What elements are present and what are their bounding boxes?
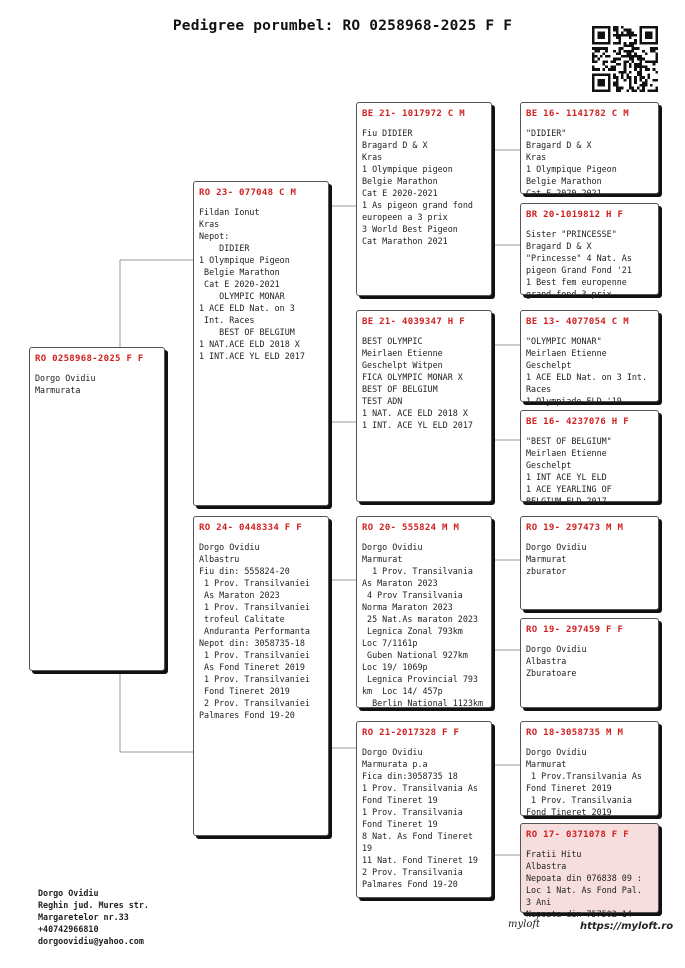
card-details	[526, 746, 655, 817]
detail-line: 4 Prov Transilvania	[362, 590, 463, 600]
detail-line: 3 Ani	[526, 897, 552, 907]
card-details	[199, 206, 325, 503]
detail-line: Dorgo Ovidiu	[526, 542, 587, 552]
detail-line: Fiu din: 555824-20	[199, 566, 290, 576]
card-details	[362, 335, 488, 499]
detail-line: Marmurat	[362, 554, 403, 564]
detail-line: OLYMPIC MONAR	[199, 291, 285, 301]
detail-line: Legnica Provincial 793	[362, 674, 478, 684]
detail-line: Palmares Fond 19-20	[199, 710, 295, 720]
detail-line: dorgoovidiu@yahoo.com	[38, 936, 144, 946]
sss-card[interactable]	[520, 102, 659, 198]
ring-number: RO 0258968-2025 F F	[35, 354, 144, 364]
detail-line: Fond Tineret 2019	[199, 686, 290, 696]
card-details	[362, 541, 488, 708]
card-details	[362, 127, 488, 293]
detail-line: BEST OLYMPIC	[362, 336, 423, 346]
brand-url-link[interactable]: https://myloft.ro	[580, 921, 674, 932]
myloft-logo: myloft	[508, 919, 541, 930]
detail-line: As Maraton 2023	[199, 590, 280, 600]
detail-line: BELGIUM ELD 2017	[526, 496, 607, 506]
detail-line: Margaretelor nr.33	[38, 912, 129, 922]
detail-line: 1 Prov. Transilvaniei	[199, 602, 310, 612]
detail-line: Dorgo Ovidiu	[526, 644, 587, 654]
detail-line: Kras	[362, 152, 383, 162]
detail-line: 1 Prov. Transilvania	[362, 807, 463, 817]
detail-line: Fond Tineret 2019	[526, 783, 612, 793]
detail-line: Albastru	[199, 554, 240, 564]
dsd-card[interactable]	[520, 618, 659, 708]
detail-line: pigeon Grand Fond '21	[526, 265, 632, 275]
card-details	[362, 746, 488, 895]
dam-sire-card[interactable]	[356, 516, 492, 708]
detail-line: Norma Maraton 2023	[362, 602, 453, 612]
ring-number: BE 16- 4237076 H F	[526, 417, 629, 427]
detail-line: Loc 7/1161p	[362, 638, 418, 648]
detail-line: Dorgo Ovidiu	[38, 888, 99, 898]
sire-sire-card[interactable]	[356, 102, 492, 296]
page-title: Pedigree porumbel: RO 0258968-2025 F F	[172, 18, 513, 34]
detail-line: Dorgo Ovidiu	[526, 747, 587, 757]
detail-line: +40742966810	[38, 924, 99, 934]
ring-number: BE 16- 1141782 C M	[526, 109, 629, 119]
detail-line: 1 NAT.ACE ELD 2018 X	[199, 339, 300, 349]
detail-line: Guben National 927km	[362, 650, 468, 660]
detail-line: TEST ADN	[362, 396, 403, 406]
card-details	[526, 435, 655, 506]
detail-line: 1 Best fem europenne	[526, 277, 627, 287]
detail-line: 1 ACE ELD Nat. on 3	[199, 303, 295, 313]
ring-number: BE 21- 4039347 H F	[362, 317, 465, 327]
detail-line: 1 Prov.Transilvania As	[526, 771, 642, 781]
detail-line: Kras	[199, 219, 220, 229]
owner-info	[38, 887, 149, 947]
detail-line: Cat E 2020-2021	[199, 279, 280, 289]
ring-number: RO 19- 297459 F F	[526, 625, 624, 635]
detail-line: DIDIER	[199, 243, 250, 253]
detail-line: Belgie Marathon	[199, 267, 280, 277]
detail-line: Geschelpt Witpen	[362, 360, 443, 370]
detail-line: 2 Prov. Transilvaniei	[199, 698, 310, 708]
detail-line: Cat E 2020-2021	[526, 188, 602, 198]
card-details	[526, 228, 655, 299]
detail-line: Nepoata din 076838 09 :	[526, 873, 642, 883]
detail-line: Belgie Marathon	[362, 176, 438, 186]
detail-line: Fildan Ionut	[199, 207, 260, 217]
ddd-card[interactable]	[520, 823, 659, 919]
ring-number: BE 13- 4077054 C M	[526, 317, 629, 327]
detail-line: grand fond 3 prix	[526, 289, 612, 299]
detail-line: "DIDIER"	[526, 128, 567, 138]
detail-line: Marmurata	[35, 385, 81, 395]
detail-line: 3 World Best Pigeon	[362, 224, 458, 234]
ring-number: RO 17- 0371078 F F	[526, 830, 629, 840]
detail-line: Albastra	[526, 861, 567, 871]
detail-line: 1 Prov. Transilvania	[362, 566, 473, 576]
detail-line: Fond Tineret 2019	[526, 807, 612, 817]
ring-number: BR 20-1019812 H F	[526, 210, 624, 220]
detail-line: BEST OF BELGIUM	[199, 327, 295, 337]
detail-line: Cat Marathon 2021	[362, 236, 448, 246]
detail-line: Meirlaen Etienne	[526, 348, 607, 358]
ring-number: RO 21-2017328 F F	[362, 728, 460, 738]
card-details	[526, 848, 655, 919]
subject-card[interactable]	[29, 347, 165, 671]
detail-line: Bragard D & X	[362, 140, 428, 150]
dam-card[interactable]	[193, 516, 329, 836]
detail-line: "OLYMPIC MONAR"	[526, 336, 602, 346]
detail-line: Dorgo Ovidiu	[362, 542, 423, 552]
detail-line: Kras	[526, 152, 547, 162]
card-details	[526, 643, 655, 705]
detail-line: 25 Nat.As maraton 2023	[362, 614, 478, 624]
detail-line: Races	[526, 384, 552, 394]
detail-line: Loc 1 Nat. As Fond Pal.	[526, 885, 642, 895]
detail-line: Loc 19/ 1069p	[362, 662, 428, 672]
detail-line: Legnica Zonal 793km	[362, 626, 463, 636]
detail-line: Anduranta Performanta	[199, 626, 310, 636]
detail-line: Palmares Fond 19-20	[362, 879, 458, 889]
detail-line: 1 INT.ACE YL ELD 2017	[199, 351, 305, 361]
detail-line: Geschelpt	[526, 360, 572, 370]
sds-card[interactable]	[520, 310, 659, 406]
sire-card[interactable]	[193, 181, 329, 506]
detail-line: Marmurata p.a	[362, 759, 428, 769]
card-details	[526, 335, 655, 406]
card-details	[526, 541, 655, 607]
detail-line: 1 Olympiade ELD '19	[526, 396, 622, 406]
dss-card[interactable]	[520, 516, 659, 610]
detail-line: zburator	[526, 566, 567, 576]
detail-line: Reghin jud. Mures str.	[38, 900, 149, 910]
detail-line: Fond Tineret 19	[362, 795, 438, 805]
detail-line: Nepot:	[199, 231, 230, 241]
detail-line: Dorgo Ovidiu	[199, 542, 260, 552]
detail-line: 1 Prov. Transilvaniei	[199, 578, 310, 588]
ring-number: RO 19- 297473 M M	[526, 523, 624, 533]
detail-line: Fond Tineret 19	[362, 819, 438, 829]
detail-line: Dorgo Ovidiu	[362, 747, 423, 757]
card-details	[199, 541, 325, 833]
detail-line: FICA OLYMPIC MONAR X	[362, 372, 463, 382]
detail-line: 2 Prov. Transilvania	[362, 867, 463, 877]
detail-line: As Fond Tineret 2019	[199, 662, 305, 672]
detail-line: Fiu DIDIER	[362, 128, 413, 138]
sire-dam-card[interactable]	[356, 310, 492, 502]
detail-line: Belgie Marathon	[526, 176, 602, 186]
detail-line: 19	[362, 843, 373, 853]
detail-line: 1 Prov. Transilvaniei	[199, 650, 310, 660]
detail-line: 11 Nat. Fond Tineret 19	[362, 855, 478, 865]
detail-line: Berlin National 1123km	[362, 698, 484, 708]
card-details	[35, 372, 161, 668]
detail-line: 1 Prov. Transilvania	[526, 795, 632, 805]
detail-line: 1 Prov. Transilvaniei	[199, 674, 310, 684]
card-details	[526, 127, 655, 198]
detail-line: Cat E 2020-2021	[362, 188, 438, 198]
detail-line: Marmurat	[526, 554, 567, 564]
detail-line: "BEST OF BELGIUM"	[526, 436, 612, 446]
ring-number: RO 18-3058735 M M	[526, 728, 624, 738]
detail-line: Fratii Hitu	[526, 849, 582, 859]
dam-dam-card[interactable]	[356, 721, 492, 898]
detail-line: Albastra	[526, 656, 567, 666]
detail-line: "Princesse" 4 Nat. As	[526, 253, 632, 263]
ssd-card[interactable]	[520, 203, 659, 299]
detail-line: Meirlaen Etienne	[362, 348, 443, 358]
detail-line: BEST OF BELGIUM	[362, 384, 438, 394]
detail-line: Dorgo Ovidiu	[35, 373, 96, 383]
detail-line: 1 NAT. ACE ELD 2018 X	[362, 408, 468, 418]
detail-line: 1 INT ACE YL ELD	[526, 472, 607, 482]
detail-line: Meirlaen Etienne	[526, 448, 607, 458]
detail-line: Zburatoare	[526, 668, 577, 678]
detail-line: 1 ACE YEARLING OF	[526, 484, 612, 494]
detail-line: Marmurat	[526, 759, 567, 769]
detail-line: 1 Olympique Pigeon	[526, 164, 617, 174]
detail-line: Nepot din: 3058735-18	[199, 638, 305, 648]
detail-line: As Maraton 2023	[362, 578, 438, 588]
detail-line: Fica din:3058735 18	[362, 771, 458, 781]
brand-footer	[508, 919, 674, 939]
detail-line: Nepoata din 757502 14	[526, 909, 632, 919]
detail-line: Bragard D & X	[526, 241, 592, 251]
detail-line: Sister "PRINCESSE"	[526, 229, 617, 239]
detail-line: 1 INT. ACE YL ELD 2017	[362, 420, 473, 430]
ring-number: RO 20- 555824 M M	[362, 523, 460, 533]
detail-line: trofeul Calitate	[199, 614, 285, 624]
detail-line: km Loc 14/ 457p	[362, 686, 443, 696]
detail-line: Int. Races	[199, 315, 255, 325]
detail-line: 8 Nat. As Fond Tineret	[362, 831, 473, 841]
detail-line: Geschelpt	[526, 460, 572, 470]
detail-line: 1 Prov. Transilvania As	[362, 783, 478, 793]
ring-number: RO 24- 0448334 F F	[199, 523, 302, 533]
detail-line: 1 ACE ELD Nat. on 3 Int.	[526, 372, 648, 382]
ring-number: RO 23- 077048 C M	[199, 188, 297, 198]
ring-number: BE 21- 1017972 C M	[362, 109, 465, 119]
detail-line: 1 Olympique Pigeon	[199, 255, 290, 265]
detail-line: 1 Olympique pigeon	[362, 164, 453, 174]
detail-line: Bragard D & X	[526, 140, 592, 150]
dds-card[interactable]	[520, 721, 659, 816]
detail-line: 1 As pigeon grand fond	[362, 200, 473, 210]
detail-line: europeen a 3 prix	[362, 212, 448, 222]
sdd-card[interactable]	[520, 410, 659, 506]
